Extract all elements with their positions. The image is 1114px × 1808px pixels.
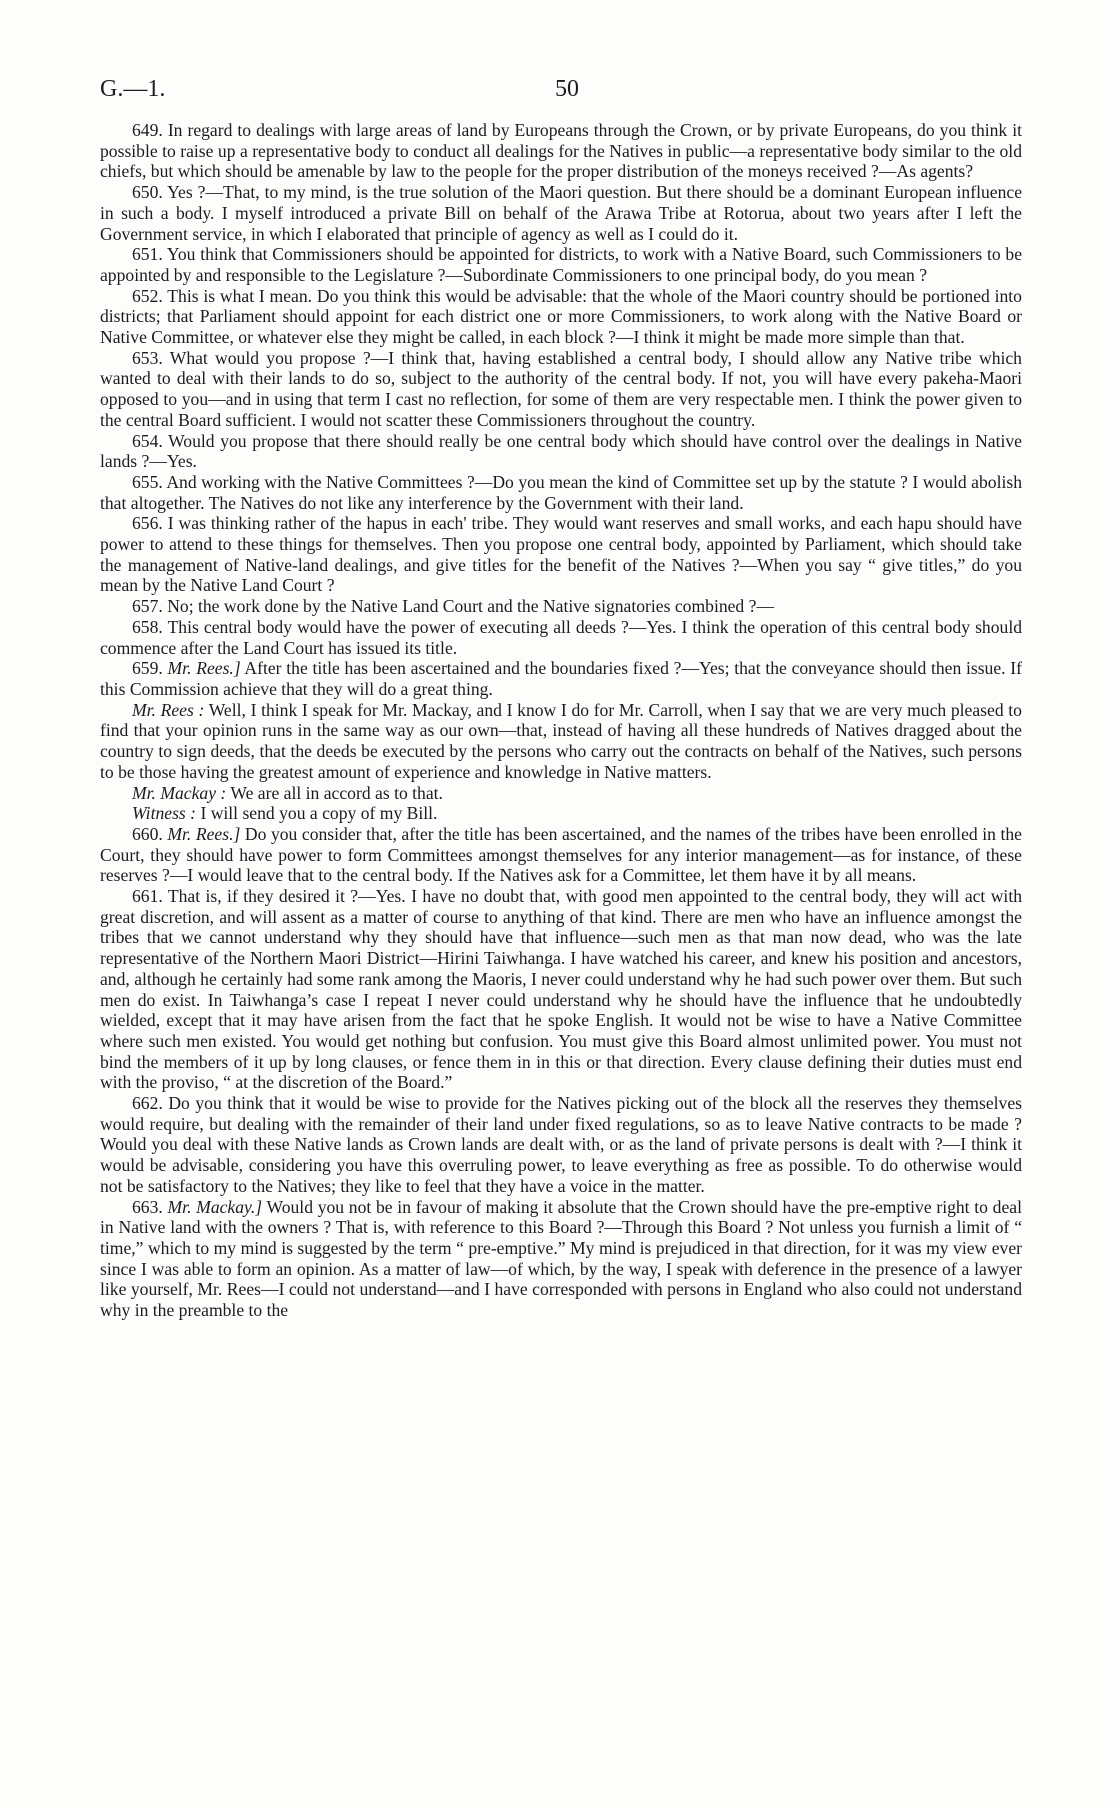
speaker-name: Witness : [132, 803, 197, 824]
statement-witness [100, 803, 1022, 824]
question-number: 662. [132, 1093, 163, 1114]
paragraph-text: Yes ?—That, to my mind, is the true solution of the Maori question. But there should be a dominant European influence in such a body. I myself introduced a private Bill on behalf of the Arawa Tribe at Rotorua, about two years after I left the Government service, in which I elaborated that principle of agency as well as I could do it. [100, 182, 1022, 244]
page-number: 50 [555, 76, 579, 102]
paragraph-text: Do you consider that, after the title has been ascertained, and the names of the tribes have been enrolled in the Court, they should have power to form Committees amongst themselves for any interior management—as for instance, of these reserves ?—I would leave that to the central body. If the Natives ask for a Committee, let them have it by all means. [100, 823, 1022, 886]
question-number: 656. [132, 513, 163, 534]
question-number: 661. [132, 886, 163, 907]
question-661 [100, 886, 1022, 1093]
question-number: 654. [132, 430, 163, 451]
question-651 [100, 244, 1022, 285]
paragraph-text: I will send you a copy of my Bill. [200, 803, 438, 824]
evidence-text [100, 120, 1022, 1321]
speaker-name: Mr. Rees.] [167, 823, 241, 844]
question-number: 650. [132, 182, 163, 203]
question-659 [100, 658, 1022, 699]
page-header [100, 76, 1022, 114]
question-650 [100, 182, 1022, 244]
question-657 [100, 596, 1022, 617]
question-number: 657. [132, 596, 163, 617]
paragraph-text: Do you think that it would be wise to provide for the Natives picking out of the block all the reserves they themselves would require, but dealing with the remainder of their land under fixed regulations, so as to leave Native contracts to be made ? Would you deal with these Native lands as Crown lands are dealt with, or as the land of private persons is dealt with ?—I think it would be advisable, considering you have this overruling power, to leave everything as free as possible. To do otherwise would not be satisfactory to the Natives; they like to feel that they have a voice in the matter. [100, 1093, 1022, 1196]
paragraph-text: This central body would have the power of executing all deeds ?—Yes. I think the operation of this central body should commence after the Land Court has issued its title. [100, 616, 1023, 658]
question-658 [100, 617, 1022, 658]
question-656 [100, 513, 1022, 596]
question-653 [100, 348, 1022, 431]
paragraph-text: Would you not be in favour of making it absolute that the Crown should have the pre-emptive right to deal in Native land with the owners ? That is, with reference to this Board ?—Through this Board ? Not unless you furnish a limit of “ time,” which to my mind is suggested by the term “ pre-emptive.” My mind is prejudiced in that direction, for it was my view ever since I was able to form an opinion. As a matter of law—of which, by the way, I speak with deference in the presence of a lawyer like yourself, Mr. Rees—I could not understand—and I have corresponded with persons in England who also could not understand why in the preamble to the [100, 1196, 1022, 1321]
question-number: 658. [132, 616, 163, 637]
paragraph-text: I was thinking rather of the hapus in each' tribe. They would want reserves and small works, and each hapu should have power to attend to these things for themselves. Then you propose one central body, appointed by Parliament, which should take the management of Native-land dealings, and give titles for the benefit of the Natives ?—When you say “ give titles,” do you mean by the Native Land Court ? [100, 513, 1022, 596]
paragraph-text: We are all in accord as to that. [230, 782, 443, 803]
paragraph-text: After the title has been ascertained and the boundaries fixed ?—Yes; that the conveyance should then issue. If this Commission achieve that they will do a great thing. [100, 658, 1022, 699]
question-number: 655. [132, 471, 163, 492]
speaker-name: Mr. Mackay : [132, 782, 227, 803]
paragraph-text: You think that Commissioners should be appointed for districts, to work with a Native Board, such Commissioners to be appointed by and responsible to the Legislature ?—Subordinate Commissioners to one principal body, do you mean ? [100, 244, 1023, 285]
document-reference: G.—1. [100, 76, 166, 102]
question-number: 649. [132, 120, 163, 140]
paragraph-text: Would you propose that there should really be one central body which should have control over the dealings in Native lands ?—Yes. [100, 430, 1022, 472]
speaker-name: Mr. Rees.] [167, 658, 241, 679]
question-654 [100, 431, 1022, 472]
paragraph-text: Well, I think I speak for Mr. Mackay, and I know I do for Mr. Carroll, when I say that we are very much pleased to find that your opinion runs in the same way as our own—that, instead of having all these hundreds of Natives dragged about the country to sign deeds, that the deeds be executed by the persons who carry out the contracts on behalf of the Natives, such persons to be those having the greatest amount of experience and knowledge in Native matters. [100, 699, 1022, 782]
paragraph-text: And working with the Native Committees ?—Do you mean the kind of Committee set up by the statute ? I would abolish that altogether. The Natives do not like any interference by the Government with their land. [100, 471, 1022, 513]
speaker-name: Mr. Mackay.] [167, 1196, 263, 1217]
question-649 [100, 120, 1022, 182]
statement-mackay [100, 783, 1022, 804]
question-652 [100, 286, 1022, 348]
question-number: 660. [132, 823, 163, 844]
statement-rees [100, 700, 1022, 783]
paragraph-text: In regard to dealings with large areas of land by Europeans through the Crown, or by private Europeans, do you think it possible to raise up a representative body to conduct all dealings for the Natives in public—a representative body similar to the old chiefs, but which should be amenable by law to the people for the proper distribution of the moneys received ?—As agents? [100, 120, 1022, 182]
question-655 [100, 472, 1022, 513]
paragraph-text: This is what I mean. Do you think this would be advisable: that the whole of the Maori country should be portioned into districts; that Parliament should appoint for each district one or more Commissioners, to work along with the Native Board or Native Committee, or whatever else they might be called, in each block ?—I think it might be made more simple than that. [100, 285, 1022, 348]
paragraph-text: That is, if they desired it ?—Yes. I have no doubt that, with good men appointed to the central body, they will act with great discretion, and will assent as a matter of course to anything of that kind. There are men who have an influence amongst the tribes that we cannot understand why they should have that influence—such men as that man now dead, who was the late representative of the Northern Maori District—Hirini Taiwhanga. I have watched his career, and knew his position and ancestors, and, although he certainly had some rank among the Maoris, I never could understand why he had such power over them. But such men do exist. In Taiwhanga’s case I repeat I never could understand why he should have the influence that he undoubtedly wielded, except that it may have arisen from the fact that he spoke English. It would not be wise to have a Native Committee where such men existed. You would get nothing but confusion. You must give this Board almost unlimited power. You must not bind the members of it up by long clauses, or fence them in in this or that direction. Every clause defining their duties must end with the proviso, “ at the discretion of the Board.” [100, 886, 1023, 1093]
question-number: 652. [132, 285, 163, 306]
question-662 [100, 1093, 1022, 1197]
paragraph-text: What would you propose ?—I think that, having established a central body, I should allow any Native tribe which wanted to deal with their lands to do so, subject to the authority of the central body. If not, you will have every pakeha-Maori opposed to you—and in using that term I cast no reflection, for some of them are very respectable men. I think the power given to the central Board sufficient. I would not scatter these Commissioners throughout the country. [100, 347, 1022, 430]
speaker-name: Mr. Rees : [132, 699, 205, 720]
question-number: 663. [132, 1196, 163, 1217]
paragraph-text: No; the work done by the Native Land Court and the Native signatories combined ?— [167, 596, 775, 617]
question-660 [100, 824, 1022, 886]
question-number: 653. [132, 347, 163, 368]
question-number: 659. [132, 658, 163, 679]
question-number: 651. [132, 244, 163, 265]
question-663 [100, 1197, 1022, 1321]
